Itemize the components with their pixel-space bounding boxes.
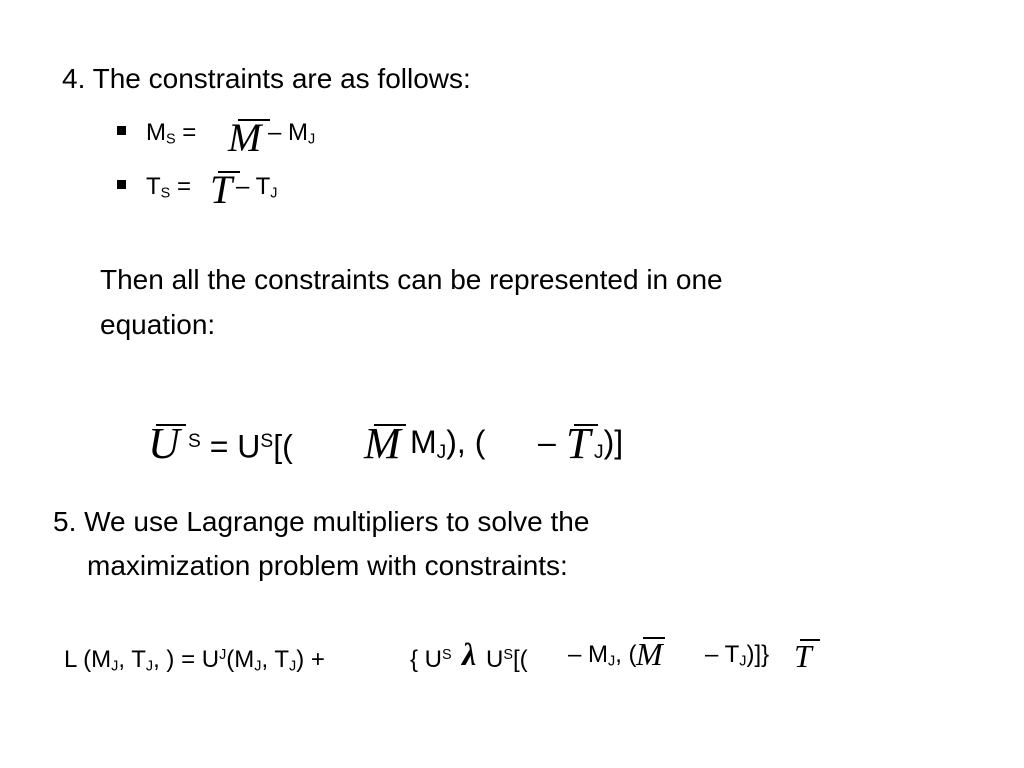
lagrangian-end: )]}: [746, 641, 770, 668]
lagrangian-comma1: , T: [118, 645, 146, 673]
equation1-u-superscript: S: [260, 431, 274, 452]
ms-equals: =: [175, 119, 197, 146]
lagrangian-lead-sub1: J: [111, 658, 119, 675]
lambda-math-glyph: [462, 636, 484, 670]
lagrangian-part1: [(: [512, 645, 528, 673]
lagrangian-comma2: , T: [261, 645, 290, 673]
then-line-1: [100, 263, 723, 297]
ms-post-text: – M: [268, 119, 309, 146]
ts-subscript: S: [160, 185, 171, 202]
ms-post: [268, 118, 315, 155]
lagrangian-paren-sub1: J: [254, 658, 262, 675]
ts-equals: =: [170, 173, 191, 200]
ms-subscript: S: [166, 131, 176, 148]
equation1-minus-text: –: [538, 424, 556, 460]
step5-line-2: [87, 549, 568, 583]
t-bar-char: T: [794, 638, 812, 674]
lagrangian-part-d: [705, 640, 769, 677]
lambda-char: λ: [462, 636, 477, 672]
equation1-rhs: [410, 423, 485, 472]
step4-heading-text: 4. The constraints are as follows:: [62, 63, 471, 94]
step4-heading: [62, 62, 471, 96]
step5-line-1: [53, 505, 589, 539]
t-bar-char: T: [566, 419, 591, 468]
step5-line-2-text: maximization problem with constraints:: [87, 550, 568, 581]
m-bar-char: M: [228, 115, 262, 160]
equation1-close-text: )]: [603, 424, 624, 460]
lagrangian-us2: U: [486, 645, 504, 673]
lagrangian-mid1: , ) = U: [153, 645, 220, 673]
step5-line-1-text: 5. We use Lagrange multipliers to solve the: [53, 506, 590, 537]
lagrangian-part-a: [64, 640, 325, 682]
m-bar-char: M: [364, 419, 401, 468]
lagrangian-part2b: – T: [705, 641, 740, 668]
ms-symbol: M: [146, 119, 166, 146]
lagrangian-part1b: – M: [568, 641, 609, 668]
then-line-2: [100, 308, 215, 342]
lagrangian-part2: , (: [615, 641, 637, 668]
lagrangian-part-c: [568, 640, 637, 677]
lagrangian-brace-sup: S: [442, 647, 452, 663]
bullet-square-icon: [117, 126, 126, 135]
then-line-1-text: Then all the constraints can be represented in one: [100, 264, 723, 295]
lagrangian-us2-sup: S: [503, 647, 513, 663]
ts-symbol: T: [146, 173, 161, 200]
equation1-minus: [538, 423, 556, 461]
lagrangian-paren-sub2: J: [289, 658, 297, 675]
m-bar-math-glyph: [364, 420, 408, 466]
u-bar-char: U: [148, 419, 180, 468]
ts-post-text: – T: [236, 173, 271, 200]
t-bar-math-glyph: [794, 636, 820, 672]
t-bar-char: T: [210, 167, 233, 212]
equation1-mj: M: [410, 424, 437, 460]
equation1-tj-subscript: J: [594, 441, 604, 463]
lagrangian-mid1-sup: J: [219, 647, 227, 663]
ms-post-subscript: J: [308, 131, 316, 148]
u-bar-superscript: S: [188, 431, 201, 452]
bullet-ts-constraint: [146, 172, 191, 209]
equation1-mj-subscript: J: [436, 441, 447, 463]
equation1-equals-u: = U: [200, 428, 261, 465]
lagrangian-lead: L (M: [64, 645, 112, 673]
lagrangian-paren: (M: [226, 645, 255, 673]
lagrangian-part1b-sub: J: [608, 653, 616, 670]
equation1-mid: ), (: [446, 424, 486, 460]
equation1-lhs: [188, 423, 293, 466]
equation1-close: [594, 423, 623, 472]
bullet-ms-constraint: [146, 118, 196, 155]
lagrangian-plus: ) +: [296, 645, 325, 673]
m-bar-math-glyph: [636, 634, 664, 670]
lagrangian-part-b: [486, 640, 528, 675]
lagrangian-part2b-sub: J: [739, 653, 747, 670]
bullet-square-icon: [117, 180, 126, 189]
lagrangian-brace-text: { U: [410, 645, 443, 673]
then-line-2-text: equation:: [100, 309, 216, 340]
lagrangian-lead-sub2: J: [145, 658, 154, 675]
m-bar-char: M: [636, 636, 663, 672]
equation1-open: [(: [273, 428, 293, 465]
ts-post: [236, 172, 277, 209]
ts-post-subscript: J: [270, 185, 278, 202]
u-bar-math-glyph: [148, 420, 190, 466]
lagrangian-brace: [410, 640, 452, 675]
